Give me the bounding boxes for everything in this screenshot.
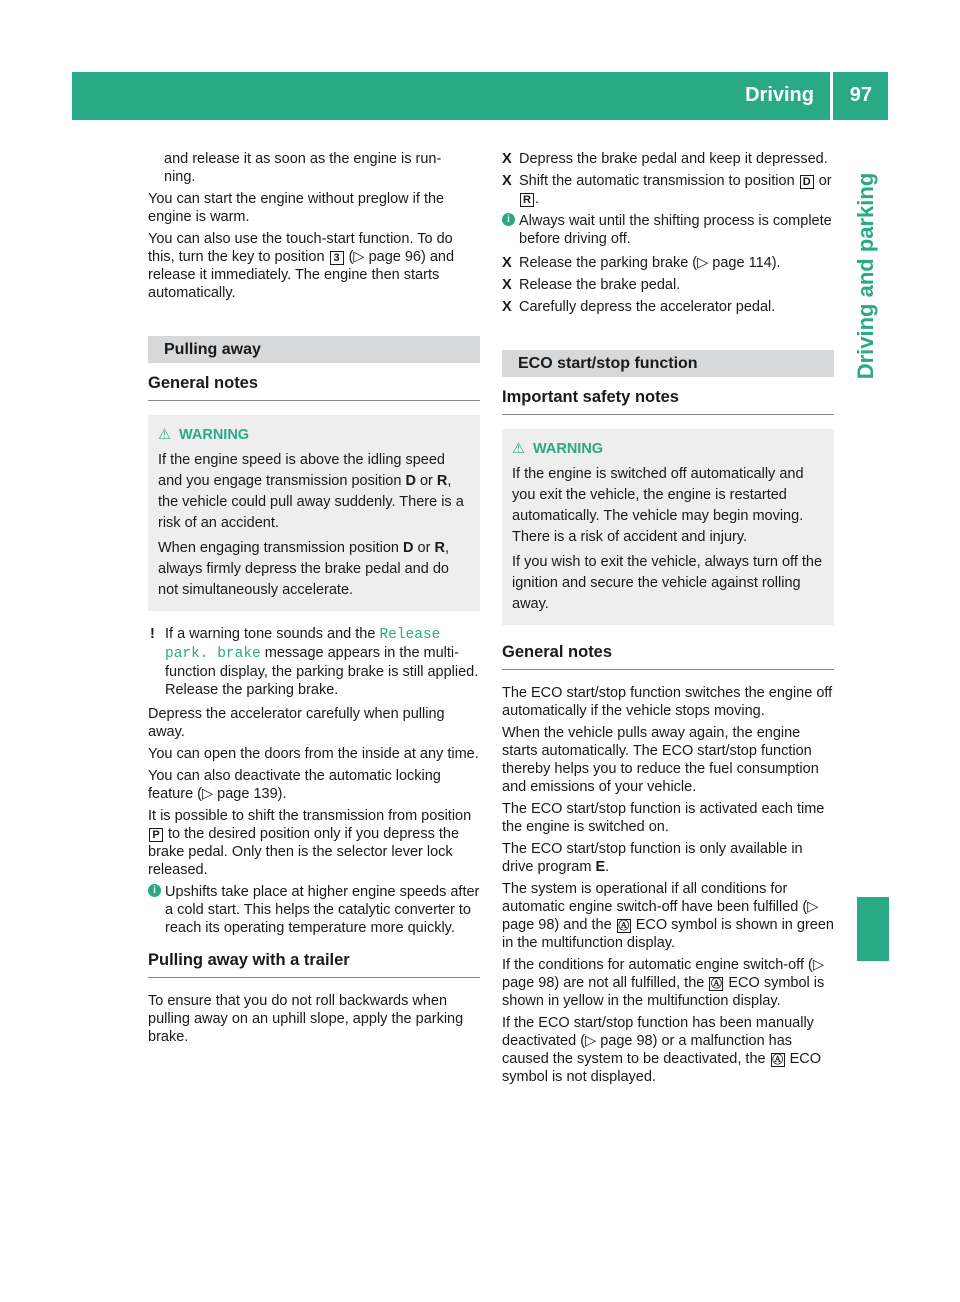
- paragraph: and release it as soon as the engine is run- ning.: [164, 151, 442, 185]
- page-number: 97: [849, 84, 872, 106]
- paragraph: To ensure that you do not roll backwards when pulling away on an uphill slope, apply the parking brake.: [148, 993, 464, 1045]
- info-icon: i: [148, 884, 161, 897]
- paragraph: The system is operational if all conditions for automatic engine switch-off have been fulfilled (▷ page 98) and the Ⓐ ECO symbol is shown in green in the multifunction display.: [502, 881, 834, 951]
- section-title-eco: ECO start/stop function: [502, 350, 834, 377]
- paragraph: The ECO start/stop function is only available in drive program E.: [502, 841, 803, 875]
- paragraph: The ECO start/stop function switches the engine off automatically if the vehicle stops moving.: [502, 685, 833, 719]
- heading-general-notes: General notes: [502, 639, 834, 670]
- exclamation-icon: !: [150, 626, 155, 642]
- section-title-pulling-away: Pulling away: [148, 336, 480, 363]
- display-message: Release park. brake: [165, 627, 441, 662]
- eco-symbol-icon: Ⓐ: [772, 1054, 784, 1066]
- instruction-step: X Release the parking brake (▷ page 114).: [502, 255, 781, 271]
- instruction-step: X Carefully depress the accelerator pedal.: [502, 299, 776, 315]
- step-arrow-icon: X: [502, 151, 512, 167]
- warning-box: [502, 429, 834, 625]
- chapter-title: Driving: [745, 84, 814, 106]
- warning-text: If you wish to exit the vehicle, always turn off the ignition and secure the vehicle against rolling away.: [512, 554, 823, 612]
- heading-pulling-away-trailer: Pulling away with a trailer: [148, 943, 480, 978]
- step-arrow-icon: X: [502, 299, 512, 315]
- instruction-step: X Release the brake pedal.: [502, 277, 681, 293]
- key-position-3-icon: 3: [330, 251, 344, 265]
- paragraph: If the ECO start/stop function has been manually deactivated (▷ page 98) or a malfunction has caused the system to be deactivated, the Ⓐ ECO symbol is not displayed.: [502, 1015, 822, 1085]
- warning-text: When engaging transmission position D or R, always firmly depress the brake pedal and do not simultaneously accelerate.: [158, 540, 449, 598]
- warning-title: ⚠ WARNING: [158, 427, 250, 443]
- left-column: [148, 150, 480, 1050]
- right-column: [502, 150, 834, 1090]
- step-arrow-icon: X: [502, 255, 512, 271]
- chapter-side-text: Driving and parking: [853, 172, 878, 380]
- chapter-tab-marker: [857, 897, 889, 961]
- caution-note: ! If a warning tone sounds and the Release park. brake message appears in the multi-function display, the parking brake is still applied. Release the parking brake.: [150, 626, 479, 698]
- eco-symbol-icon: Ⓐ: [710, 978, 722, 990]
- warning-triangle-icon: ⚠: [512, 441, 525, 457]
- drive-position-icon: D: [800, 175, 814, 189]
- park-position-icon: P: [149, 828, 163, 842]
- warning-triangle-icon: ⚠: [158, 427, 171, 443]
- heading-general-notes: General notes: [148, 363, 480, 401]
- eco-symbol-icon: Ⓐ: [618, 920, 630, 932]
- paragraph: You can start the engine without preglow if the engine is warm.: [148, 191, 445, 225]
- paragraph: It is possible to shift the transmission from position P to the desired position only if you depress the brake pedal. Only then is the selector lever lock released.: [148, 808, 472, 878]
- warning-text: If the engine speed is above the idling speed and you engage transmission position D or R, the vehicle could pull away suddenly. There is a risk of an accident.: [158, 452, 464, 531]
- paragraph: If the conditions for automatic engine switch-off (▷ page 98) are not all fulfilled, the Ⓐ ECO symbol is shown in yellow in the multifunction display.: [502, 957, 825, 1009]
- paragraph: You can also use the touch-start function. To do this, turn the key to position 3 (▷ page 96) and release it immediately. The engine then starts automatically.: [148, 231, 455, 301]
- warning-text: If the engine is switched off automatically and you exit the vehicle, the engine is restarted automatically. The vehicle may begin moving. There is a risk of accident and injury.: [512, 466, 804, 545]
- paragraph: When the vehicle pulls away again, the engine starts automatically. The ECO start/stop function thereby helps you to reduce the fuel consumption and emissions of your vehicle.: [502, 725, 819, 795]
- warning-title: ⚠ WARNING: [512, 441, 604, 457]
- paragraph: You can open the doors from the inside at any time.: [148, 746, 479, 762]
- paragraph: You can also deactivate the automatic locking feature (▷ page 139).: [148, 768, 441, 802]
- paragraph: Depress the accelerator carefully when pulling away.: [148, 706, 445, 740]
- reverse-position-icon: R: [520, 193, 534, 207]
- paragraph: The ECO start/stop function is activated each time the engine is switched on.: [502, 801, 825, 835]
- info-icon: i: [502, 213, 515, 226]
- step-arrow-icon: X: [502, 173, 512, 189]
- chapter-side-label: [843, 140, 889, 412]
- instruction-step: X Shift the automatic transmission to position D or R .: [502, 173, 832, 207]
- header-divider: [830, 72, 833, 120]
- page-header-bar: [72, 72, 888, 120]
- warning-box: [148, 415, 480, 611]
- heading-safety-notes: Important safety notes: [502, 377, 834, 415]
- step-arrow-icon: X: [502, 277, 512, 293]
- instruction-step: X Depress the brake pedal and keep it depressed.: [502, 151, 828, 167]
- info-note: i Always wait until the shifting process is complete before driving off.: [502, 212, 834, 248]
- info-note: i Upshifts take place at higher engine speeds after a cold start. This helps the catalytic converter to reach its operating temperature more quickly.: [148, 883, 480, 937]
